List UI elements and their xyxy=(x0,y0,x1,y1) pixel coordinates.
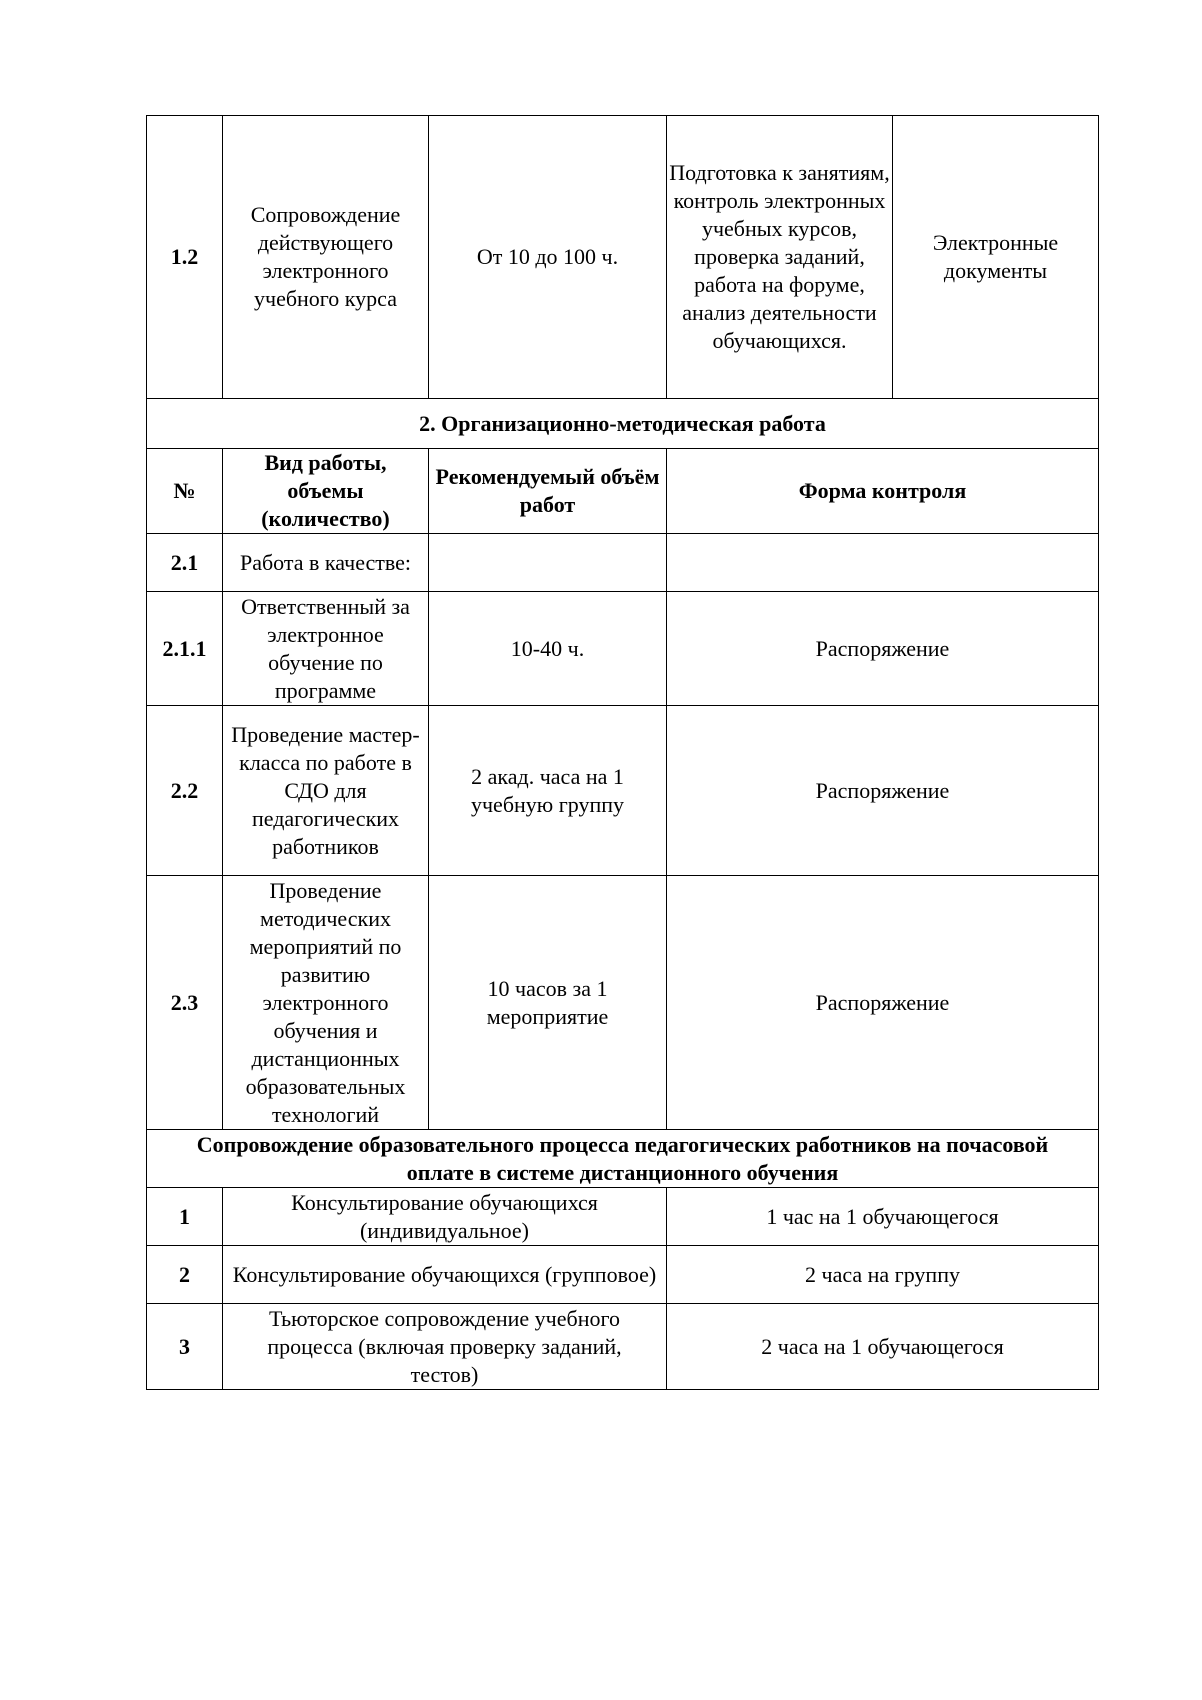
work-type-cell: Тьюторское сопровождение учебного процесса (включая проверку заданий, тестов) xyxy=(223,1304,667,1390)
header-work-type: Вид работы, объемы (количество) xyxy=(223,449,429,534)
row-number: 1 xyxy=(147,1188,223,1246)
volume-cell: От 10 до 100 ч. xyxy=(429,116,667,399)
table-row-1-2 xyxy=(147,116,1099,399)
workload-table xyxy=(146,115,1099,1390)
control-form-cell: Распоряжение xyxy=(667,706,1099,876)
table-row-2-2 xyxy=(147,706,1099,876)
control-form-cell xyxy=(667,534,1099,592)
control-form-cell: Электронные документы xyxy=(893,116,1099,399)
row-number: 2.1 xyxy=(147,534,223,592)
table-row-2-1 xyxy=(147,534,1099,592)
work-type-cell: Проведение мастер-класса по работе в СДО для педагогических работников xyxy=(223,706,429,876)
table-row-2-3 xyxy=(147,876,1099,1130)
row-number: 2.2 xyxy=(147,706,223,876)
control-form-cell: Распоряжение xyxy=(667,592,1099,706)
section-2-title: 2. Организационно-методическая работа xyxy=(147,399,1099,449)
table-row-s3-3 xyxy=(147,1304,1099,1390)
header-number: № xyxy=(147,449,223,534)
section-3-title: Сопровождение образовательного процесса педагогических работников на почасовой оплате в системе дистанционного обучения xyxy=(147,1130,1099,1188)
row-number: 3 xyxy=(147,1304,223,1390)
header-control-form: Форма контроля xyxy=(667,449,1099,534)
volume-cell xyxy=(429,534,667,592)
section-3-title-row xyxy=(147,1130,1099,1188)
row-number: 1.2 xyxy=(147,116,223,399)
volume-cell: 2 акад. часа на 1 учебную группу xyxy=(429,706,667,876)
content-cell: Подготовка к занятиям, контроль электронных учебных курсов, проверка заданий, работа на форуме, анализ деятельности обучающихся. xyxy=(667,116,893,399)
work-type-cell: Консультирование обучающихся (индивидуальное) xyxy=(223,1188,667,1246)
volume-cell: 10 часов за 1 мероприятие xyxy=(429,876,667,1130)
work-type-cell: Ответственный за электронное обучение по программе xyxy=(223,592,429,706)
norm-cell: 2 часа на группу xyxy=(667,1246,1099,1304)
section-2-title-row xyxy=(147,399,1099,449)
work-type-cell: Сопровождение действующего электронного учебного курса xyxy=(223,116,429,399)
header-volume: Рекомендуемый объём работ xyxy=(429,449,667,534)
volume-cell: 10-40 ч. xyxy=(429,592,667,706)
work-type-cell: Консультирование обучающихся (групповое) xyxy=(223,1246,667,1304)
table-row-s3-1 xyxy=(147,1188,1099,1246)
row-number: 2.3 xyxy=(147,876,223,1130)
control-form-cell: Распоряжение xyxy=(667,876,1099,1130)
section-2-header-row xyxy=(147,449,1099,534)
work-type-cell: Работа в качестве: xyxy=(223,534,429,592)
row-number: 2.1.1 xyxy=(147,592,223,706)
row-number: 2 xyxy=(147,1246,223,1304)
norm-cell: 1 час на 1 обучающегося xyxy=(667,1188,1099,1246)
table-row-s3-2 xyxy=(147,1246,1099,1304)
table-row-2-1-1 xyxy=(147,592,1099,706)
work-type-cell: Проведение методических мероприятий по развитию электронного обучения и дистанционных образовательных технологий xyxy=(223,876,429,1130)
norm-cell: 2 часа на 1 обучающегося xyxy=(667,1304,1099,1390)
